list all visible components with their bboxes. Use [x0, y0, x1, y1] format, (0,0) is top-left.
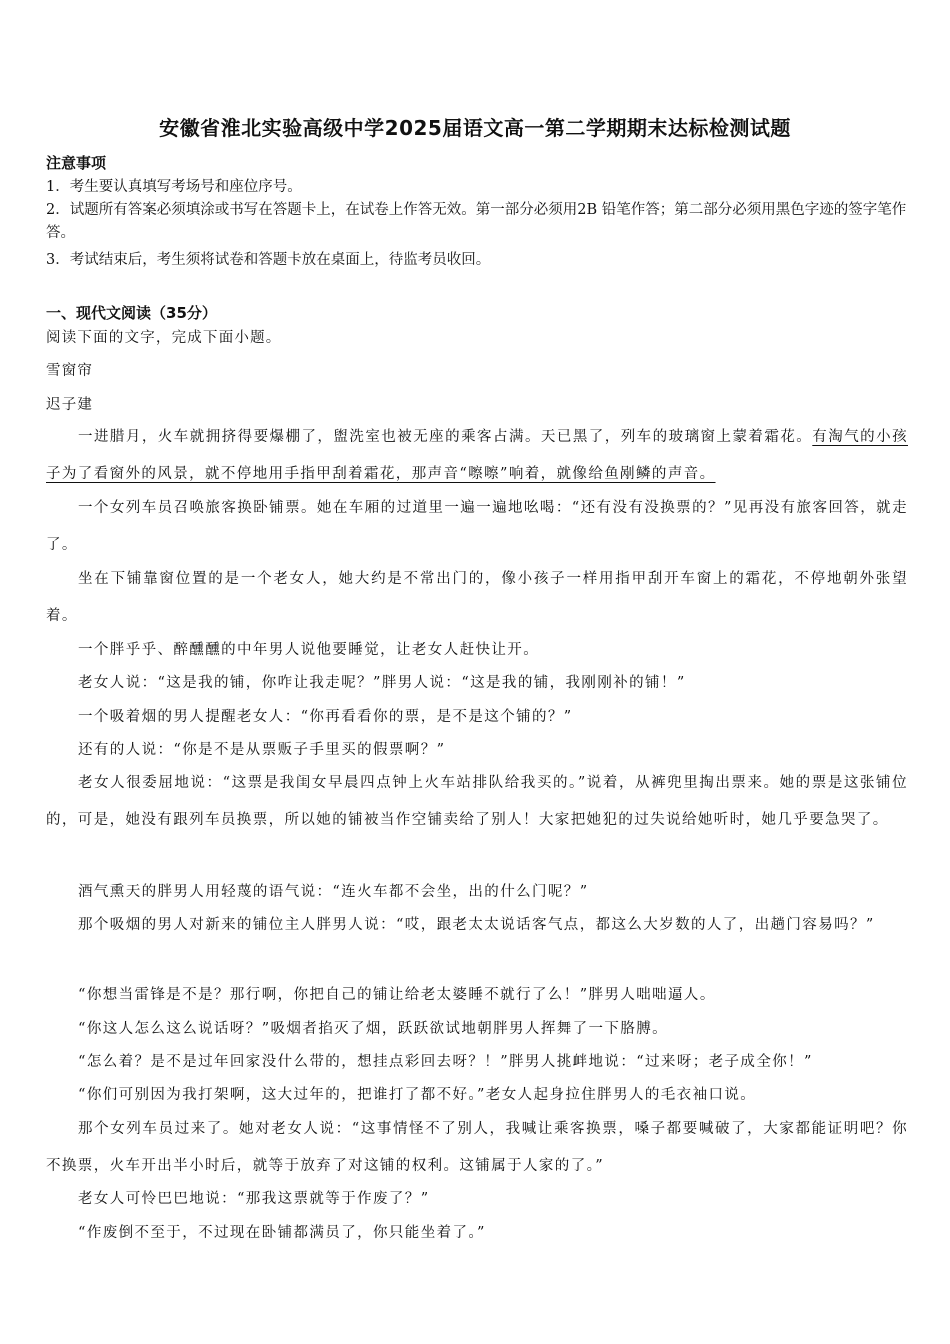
paragraph-17: “作废倒不至于，不过现在卧铺都满员了，你只能坐着了。” [78, 1225, 486, 1241]
paragraph-10: 那个吸烟的男人对新来的铺位主人胖男人说：“哎，跟老太太说话客气点，都这么大岁数的人了，出趟门容易吗？” [78, 917, 875, 933]
notice-item-2: 2．试题所有答案必须填涂或书写在答题卡上，在试卷上作答无效。第一部分必须用2B 铅笔作答；第二部分必须用黑色字迹的签字笔作答。 [46, 202, 907, 241]
paragraph-1 [46, 419, 908, 493]
paragraph-13: “怎么着？是不是过年回家没什么带的，想挂点彩回去呀？！”胖男人挑衅地说：“过来呀；老子成全你！” [78, 1054, 813, 1070]
paragraph-16: 老女人可怜巴巴地说：“那我这票就等于作废了？” [78, 1191, 430, 1207]
notice-item-1: 1．考生要认真填写考场号和座位序号。 [46, 179, 302, 195]
paragraph-4: 一个胖乎乎、醉醺醺的中年男人说他要睡觉，让老女人赶快让开。 [78, 642, 540, 658]
paragraph-5: 老女人说：“这是我的铺，你咋让我走呢？”胖男人说：“这是我的铺，我刚刚补的铺！” [78, 675, 686, 691]
paragraph-11: “你想当雷锋是不是？那行啊，你把自己的铺让给老太婆睡不就行了么！”胖男人咄咄逼人。 [78, 987, 716, 1003]
paragraph-12: “你这人怎么这么说话呀？”吸烟者掐灭了烟，跃跃欲试地朝胖男人挥舞了一下胳膊。 [78, 1021, 669, 1037]
underlined-sentence: 有淘气的小孩子为了看窗外的风景，就不停地用手指甲刮着霜花，那声音“嚓嚓”响着，就像给鱼剐鳞的声音。 [46, 429, 908, 482]
notice-heading: 注意事项 [46, 154, 107, 172]
paragraph-1-text: 一进腊月，火车就拥挤得要爆棚了，盥洗室也被无座的乘客占满。天已黑了，列车的玻璃窗上蒙着霜花。 [78, 429, 813, 445]
paragraph-14: “你们可别因为我打架啊，这大过年的，把谁打了都不好。”老女人起身拉住胖男人的毛衣袖口说。 [78, 1087, 757, 1103]
paragraph-9: 酒气熏天的胖男人用轻蔑的语气说：“连火车都不会坐，出的什么门呢？” [78, 884, 589, 900]
paragraph-8: 老女人很委屈地说：“这票是我闺女早晨四点钟上火车站排队给我买的。”说着，从裤兜里掏出票来。她的票是这张铺位的，可是，她没有跟列车员换票，所以她的铺被当作空铺卖给了别人！大家把她犯的过失说给她听时，她几乎要急哭了。 [46, 775, 908, 828]
paragraph-7: 还有的人说：“你是不是从票贩子手里买的假票啊？” [78, 742, 446, 758]
paragraph-6: 一个吸着烟的男人提醒老女人：“你再看看你的票，是不是这个铺的？” [78, 709, 573, 725]
page-title: 安徽省淮北实验高级中学2025届语文高一第二学期期末达标检测试题 [159, 116, 791, 140]
section-instruction: 阅读下面的文字，完成下面小题。 [46, 330, 282, 346]
paragraph-3: 坐在下铺靠窗位置的是一个老女人，她大约是不常出门的，像小孩子一样用指甲刮开车窗上的霜花，不停地朝外张望着。 [46, 571, 908, 624]
paragraph-2: 一个女列车员召唤旅客换卧铺票。她在车厢的过道里一遍一遍地吆喝：“还有没有没换票的？”见再没有旅客回答，就走了。 [46, 500, 908, 553]
story-author: 迟子建 [46, 397, 94, 413]
notice-item-3: 3．考试结束后，考生须将试卷和答题卡放在桌面上，待监考员收回。 [46, 252, 491, 268]
notice-block [46, 152, 908, 173]
paragraph-15: 那个女列车员过来了。她对老女人说：“这事情怪不了别人，我喊让乘客换票，嗓子都要喊破了，大家都能证明吧？你不换票，火车开出半小时后，就等于放弃了对这铺的权利。这铺属于人家的了。” [46, 1121, 908, 1174]
section-title: 一、现代文阅读（35分） [46, 304, 217, 322]
story-title: 雪窗帘 [46, 363, 94, 379]
